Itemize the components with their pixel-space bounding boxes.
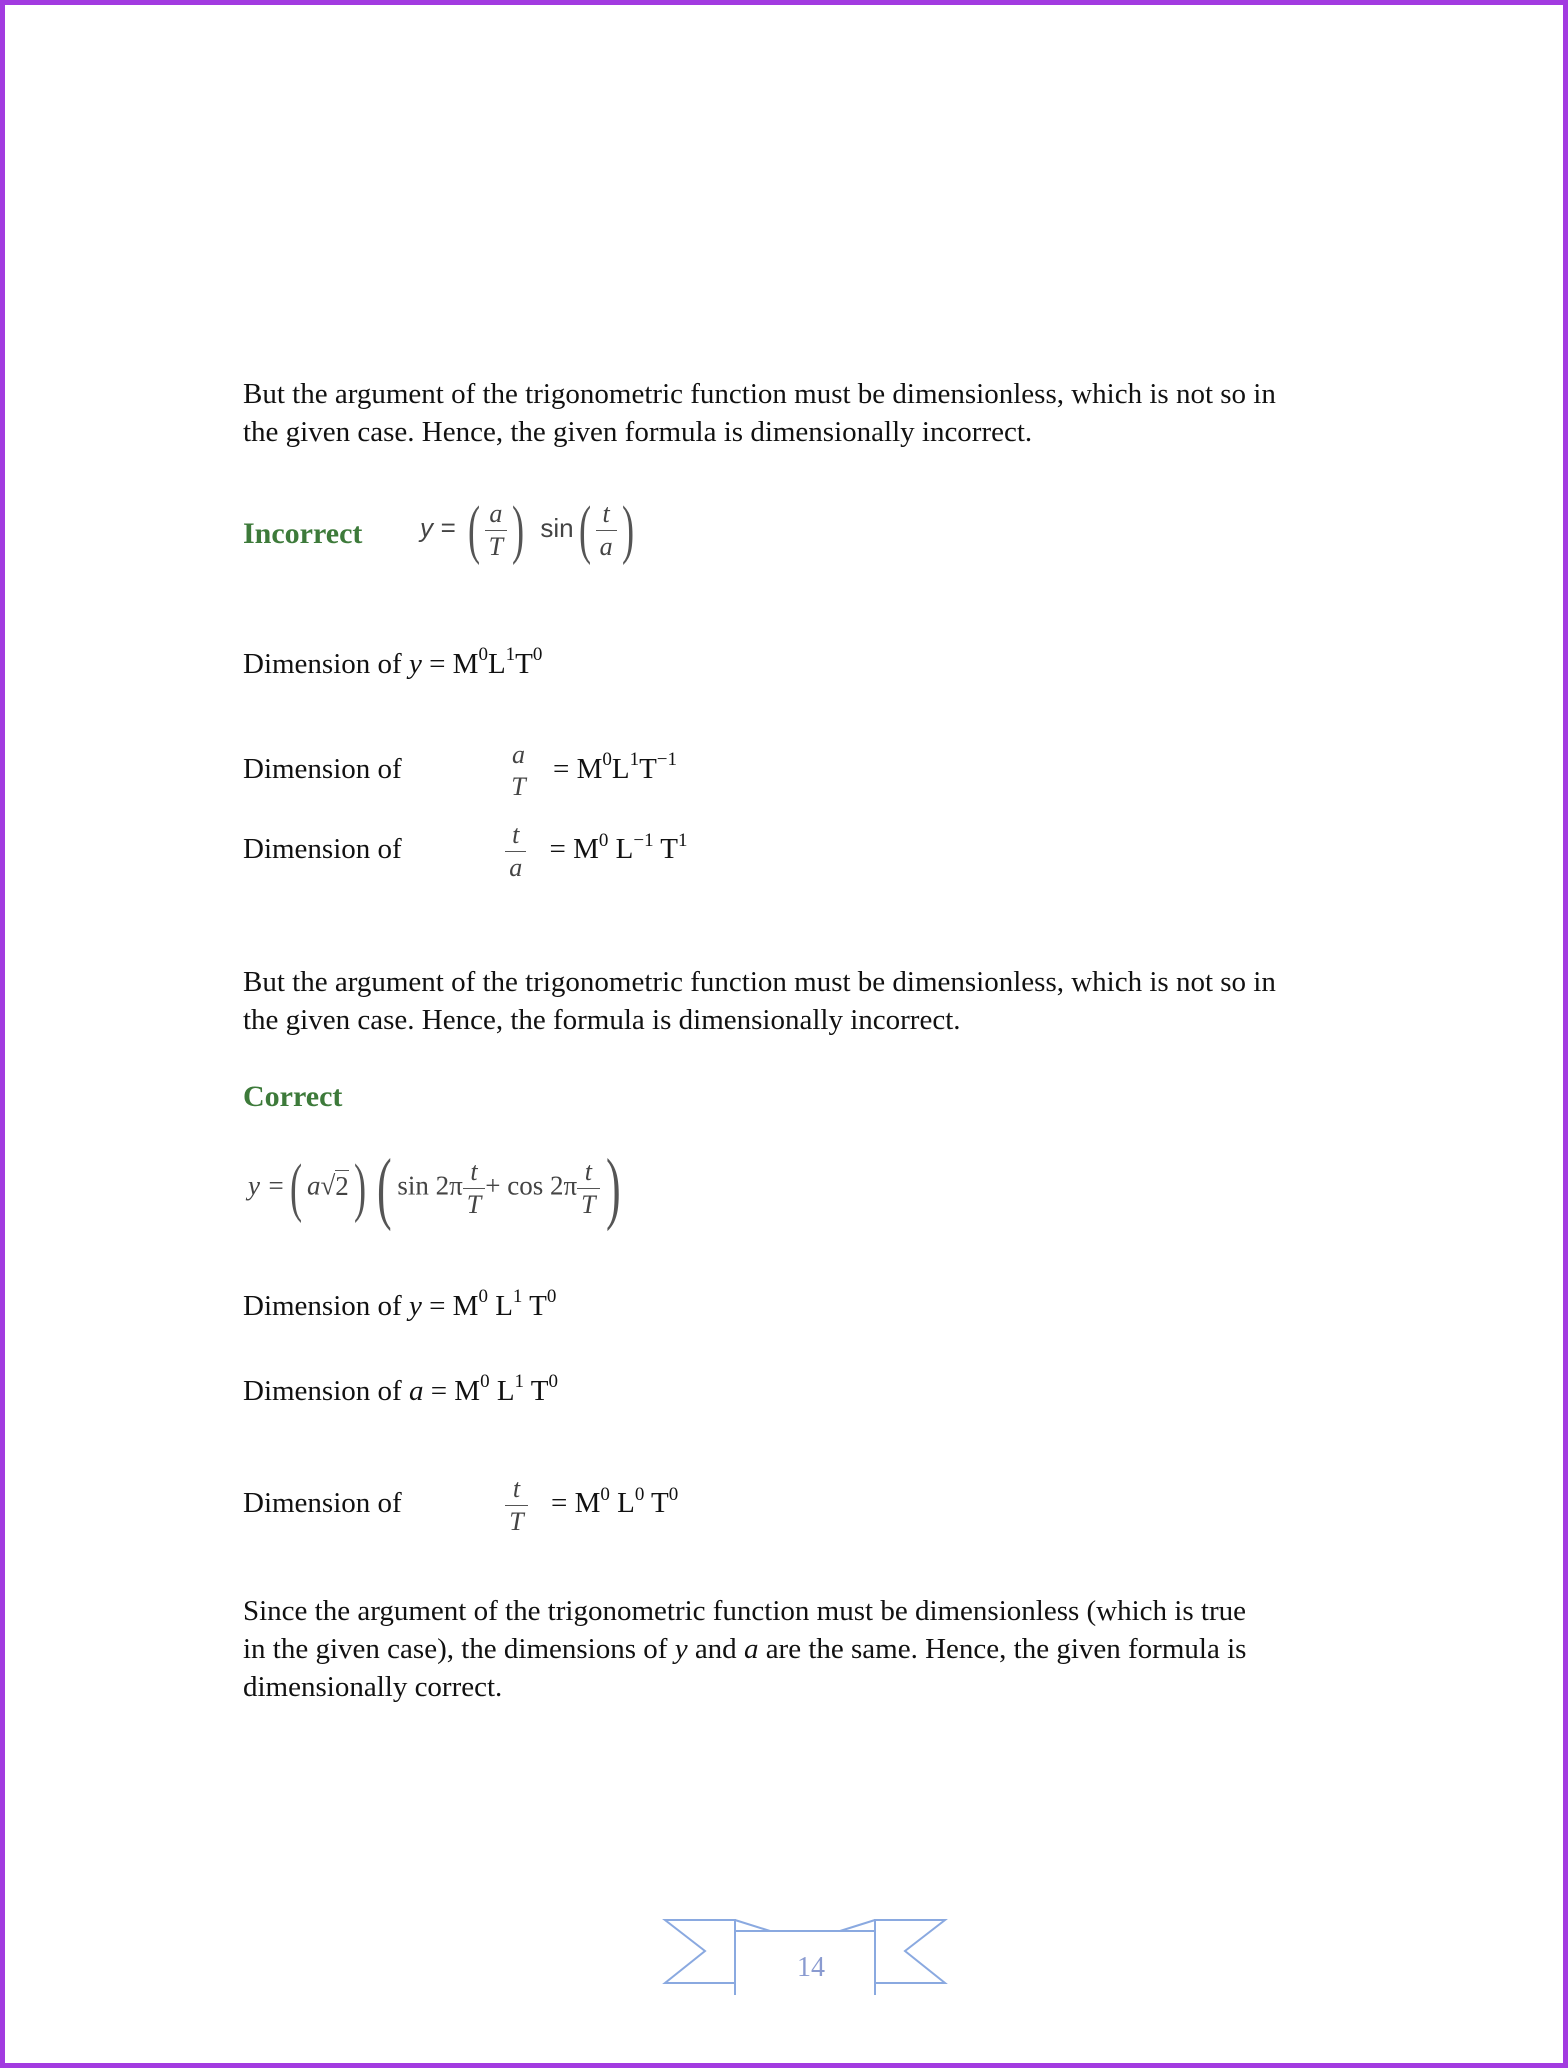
- correct-dimension-t-over-T: [243, 1476, 678, 1535]
- incorrect-dimension-y: [243, 645, 542, 683]
- fraction-t-over-a: $\frac{t}{a}$: [596, 501, 617, 560]
- dimension-label: Dimension of: [243, 1487, 402, 1520]
- fraction-a-over-T: a T: [511, 740, 526, 801]
- dimension-variable: a: [408, 1375, 424, 1407]
- paragraph-2-line-1: But the argument of the trigonometric function must be dimensionless, which is not so in: [243, 966, 1276, 998]
- incorrect-dimension-a-over-T: [243, 742, 677, 800]
- paragraph-2: [243, 963, 1383, 1039]
- dimension-label: Dimension of: [243, 1375, 402, 1407]
- dimension-expression: = $M^0$ $L^{-1}$ $T^1$: [549, 829, 688, 866]
- dimension-expression: = $M^0L^1T^{-1}$: [552, 749, 678, 785]
- dimension-label: Dimension of: [243, 752, 402, 785]
- sqrt-radicand: 2: [335, 1170, 349, 1201]
- left-paren: (: [467, 493, 480, 566]
- paragraph-1-line-2: the given case. Hence, the given formula is dimensionally incorrect.: [243, 416, 1033, 448]
- cos-term: + cos 2π: [485, 1170, 578, 1201]
- right-paren-large: ): [605, 1144, 621, 1232]
- correct-section: [243, 1078, 342, 1116]
- fraction-t-over-T: $\frac{t}{T}$: [577, 1159, 599, 1218]
- dimension-expression: = $M^0$ $L^1$ $T^0$: [430, 1371, 558, 1407]
- dimension-label: Dimension of: [243, 1290, 402, 1322]
- correct-dimension-y: [243, 1287, 556, 1325]
- right-paren: ): [512, 493, 525, 566]
- incorrect-section: [243, 515, 362, 553]
- correct-formula: [248, 1144, 626, 1232]
- fraction-t-over-T: $\frac{t}{T}$: [463, 1159, 485, 1218]
- dimension-expression: = $M^0L^1T^0$: [429, 644, 543, 680]
- dimension-variable: y: [408, 648, 422, 680]
- correct-heading: Correct: [243, 1080, 343, 1113]
- right-paren: ): [621, 493, 634, 566]
- fraction-t-over-a: $\frac{t}{a}$: [505, 822, 526, 881]
- incorrect-heading: Incorrect: [243, 517, 363, 550]
- formula-lhs: y =: [248, 1170, 285, 1201]
- left-paren: (: [578, 493, 591, 566]
- incorrect-formula: [420, 493, 639, 566]
- dimension-label: Dimension of: [243, 648, 402, 680]
- paragraph-1: [243, 375, 1383, 451]
- paragraph-2-line-2: the given case. Hence, the formula is dimensionally incorrect.: [243, 1004, 961, 1036]
- fraction-t-over-T: $\frac{t}{T}$: [505, 1476, 527, 1535]
- paragraph-3: [243, 1592, 1383, 1706]
- paragraph-3-line-3: dimensionally correct.: [243, 1671, 503, 1703]
- left-paren-large: (: [376, 1144, 392, 1232]
- formula-lhs: y =: [420, 512, 456, 543]
- paragraph-1-line-1: But the argument of the trigonometric function must be dimensionless, which is not so in: [243, 378, 1276, 410]
- variable-a: a: [306, 1170, 321, 1201]
- paragraph-3-line-2: in the given case), the dimensions of y and a are the same. Hence, the given formula is: [243, 1633, 1247, 1665]
- page-number: 14: [797, 1952, 825, 1983]
- dimension-expression: = $M^0$ $L^1$ $T^0$: [429, 1286, 557, 1322]
- dimension-variable: y: [408, 1290, 422, 1322]
- sin-function: sin: [540, 512, 574, 543]
- sin-term: sin 2π: [397, 1170, 463, 1201]
- fraction-a-over-T: $\frac{a}{T}$: [485, 501, 507, 560]
- sqrt-symbol: √: [320, 1170, 336, 1201]
- dimension-label: Dimension of: [243, 833, 402, 866]
- incorrect-dimension-t-over-a: [243, 822, 688, 881]
- correct-dimension-a: [243, 1372, 558, 1410]
- right-paren: ): [353, 1151, 366, 1224]
- paragraph-3-line-1: Since the argument of the trigonometric function must be dimensionless (which is true: [243, 1595, 1246, 1627]
- left-paren: (: [289, 1151, 303, 1224]
- dimension-expression: = $M^0$ $L^0$ $T^0$: [550, 1483, 679, 1520]
